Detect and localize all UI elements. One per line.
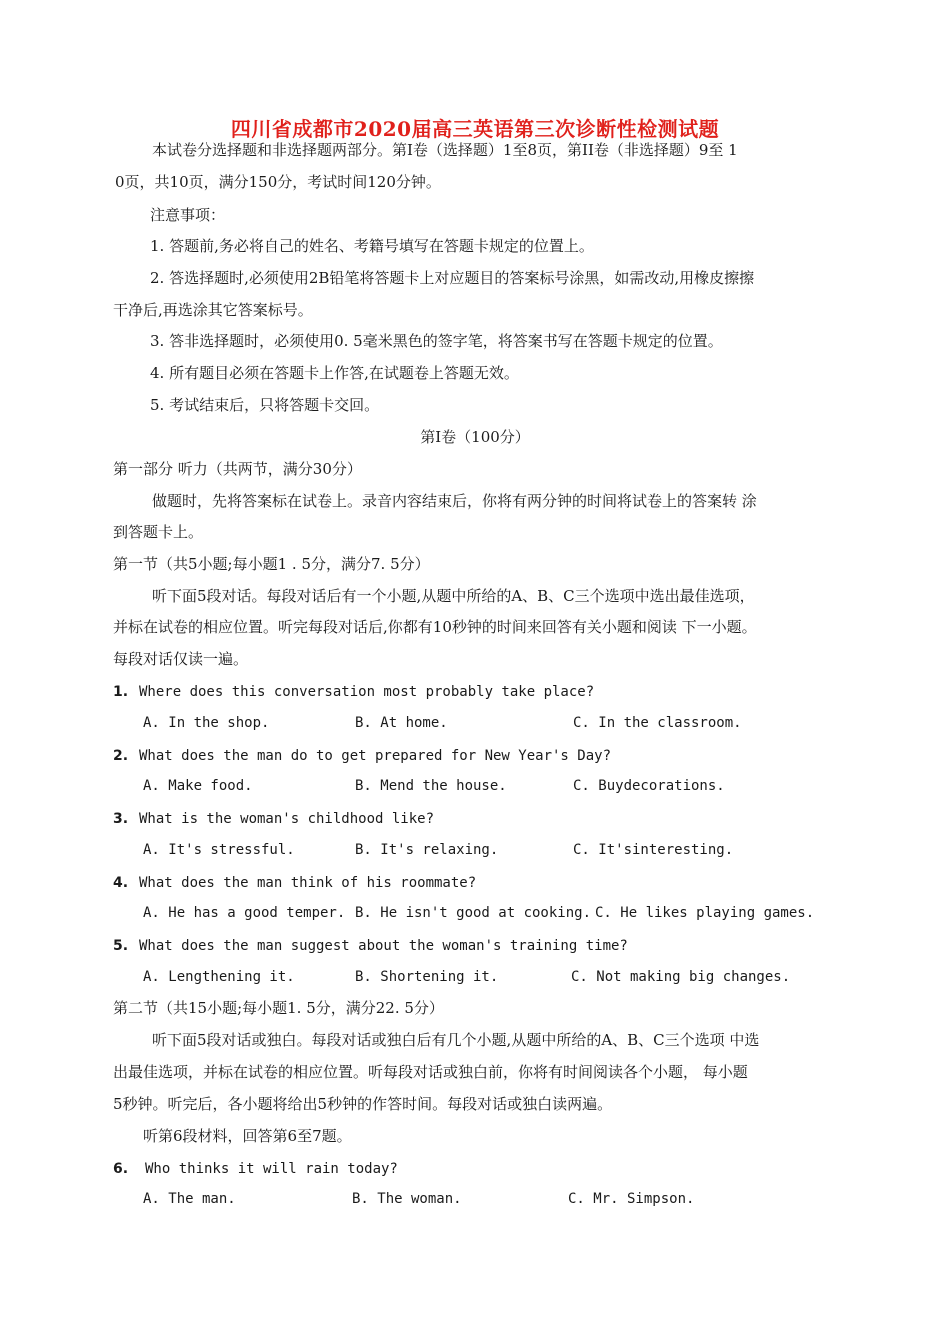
question-stem	[113, 872, 476, 893]
section-heading: 第二节（共15小题;每小题1. 5分，满分22. 5分）	[113, 999, 444, 1017]
note-item: 5. 考试结束后，只将答题卡交回。	[150, 396, 380, 414]
question-text: What does the man think of his roommate?	[139, 875, 477, 891]
instructions-line: 听下面5段对话或独白。每段对话或独白后有几个小题,从题中所给的A、B、C三个选项 中选	[152, 1031, 760, 1049]
question-number: 3.	[113, 811, 129, 827]
option-b: B. Mend the house.	[355, 778, 507, 794]
part-heading: 第一部分 听力（共两节，满分30分）	[113, 460, 362, 478]
note-item: 4. 所有题目必须在答题卡上作答,在试题卷上答题无效。	[150, 364, 519, 382]
question-stem	[113, 808, 434, 829]
option-b: B. The woman.	[352, 1191, 462, 1207]
option-c: C. In the classroom.	[573, 715, 742, 731]
material-note: 听第6段材料，回答第6至7题。	[143, 1127, 352, 1145]
note-item: 1. 答题前,务必将自己的姓名、考籍号填写在答题卡规定的位置上。	[150, 237, 594, 255]
instructions-line: 出最佳选项，并标在试卷的相应位置。听每段对话或独白前，你将有时间阅读各个小题， 每小题	[113, 1063, 748, 1081]
option-a: A. The man.	[143, 1191, 236, 1207]
question-stem	[113, 681, 594, 702]
note-item: 2. 答选择题时,必须使用2B铅笔将答题卡上对应题目的答案标号涂黑，如需改动,用橡皮擦擦	[150, 269, 755, 287]
instructions-line: 听下面5段对话。每段对话后有一个小题,从题中所给的A、B、C三个选项中选出最佳选项，	[152, 587, 755, 605]
question-number: 1.	[113, 684, 129, 700]
option-a: A. In the shop.	[143, 715, 270, 731]
option-c: C. Buydecorations.	[573, 778, 725, 794]
intro-line: 0页，共10页，满分150分，考试时间120分钟。	[115, 173, 441, 191]
question-stem	[113, 935, 628, 956]
instructions-line: 5秒钟。听完后，各小题将给出5秒钟的作答时间。每段对话或独白读两遍。	[113, 1095, 613, 1113]
question-number: 6.	[113, 1161, 129, 1177]
option-a: A. It's stressful.	[143, 842, 295, 858]
instructions-line: 到答题卡上。	[113, 523, 204, 541]
option-a: A. Make food.	[143, 778, 253, 794]
option-a: A. Lengthening it.	[143, 969, 295, 985]
question-text: Where does this conversation most probably take place?	[139, 684, 595, 700]
option-b: B. It's relaxing.	[355, 842, 499, 858]
option-b: B. Shortening it.	[355, 969, 499, 985]
option-c: C. Not making big changes.	[571, 969, 791, 985]
section-heading: 第一节（共5小题;每小题1 . 5分，满分7. 5分）	[113, 555, 430, 573]
option-b: B. At home.	[355, 715, 448, 731]
note-item: 3. 答非选择题时，必须使用0. 5毫米黑色的签字笔，将答案书写在答题卡规定的位置。	[150, 332, 723, 350]
question-number: 4.	[113, 875, 129, 891]
option-b: B. He isn't good at cooking.	[355, 905, 592, 921]
volume-heading: 第I卷（100分）	[420, 428, 530, 446]
question-number: 2.	[113, 748, 129, 764]
option-c: C. Mr. Simpson.	[568, 1191, 695, 1207]
notes-heading: 注意事项：	[150, 206, 226, 224]
note-item: 干净后,再选涂其它答案标号。	[113, 301, 313, 319]
question-stem	[113, 1158, 398, 1179]
question-text: What does the man suggest about the woman's training time?	[139, 938, 628, 954]
instructions-line: 做题时，先将答案标在试卷上。录音内容结束后，你将有两分钟的时间将试卷上的答案转 涂	[152, 492, 757, 510]
question-text: What does the man do to get prepared for New Year's Day?	[139, 748, 612, 764]
instructions-line: 并标在试卷的相应位置。听完每段对话后,你都有10秒钟的时间来回答有关小题和阅读 下一小题。	[113, 618, 757, 636]
question-text: Who thinks it will rain today?	[145, 1161, 398, 1177]
option-a: A. He has a good temper.	[143, 905, 346, 921]
option-c: C. It'sinteresting.	[573, 842, 734, 858]
question-number: 5.	[113, 938, 129, 954]
page-title: 四川省成都市2020届高三英语第三次诊断性检测试题	[230, 117, 720, 141]
instructions-line: 每段对话仅读一遍。	[113, 650, 249, 668]
intro-line: 本试卷分选择题和非选择题两部分。第I卷（选择题）1至8页，第II卷（非选择题）9至 1	[152, 141, 738, 159]
question-text: What is the woman's childhood like?	[139, 811, 435, 827]
question-stem	[113, 745, 611, 766]
option-c: C. He likes playing games.	[595, 905, 815, 921]
